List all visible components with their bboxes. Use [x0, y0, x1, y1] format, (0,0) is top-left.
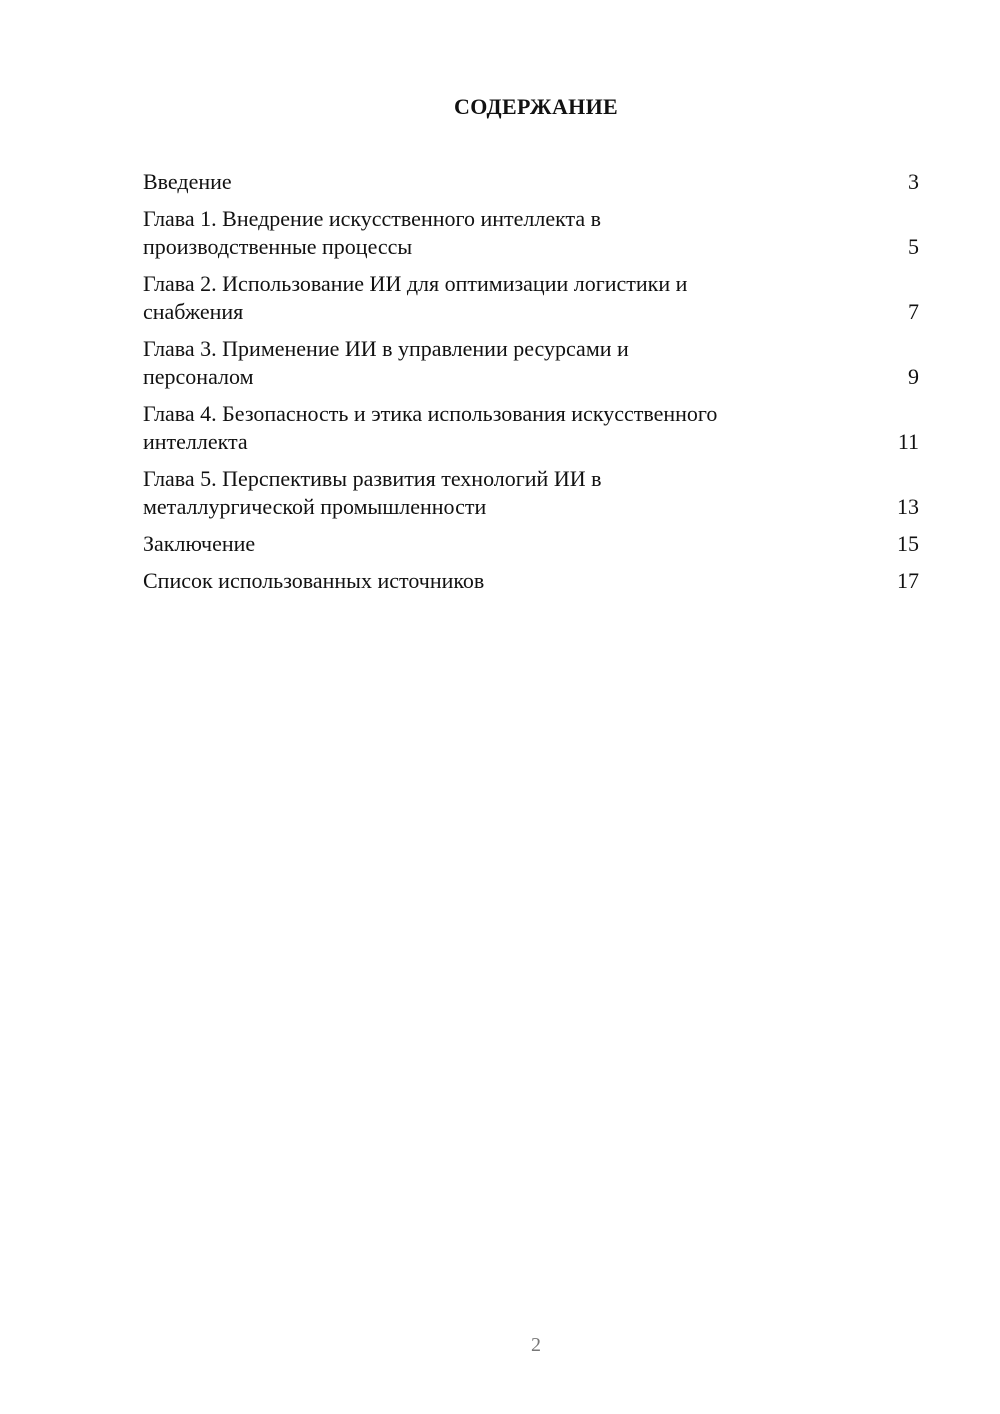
toc-item-title-line: производственные процессы — [143, 234, 413, 259]
toc-item-page: 7 — [908, 299, 919, 324]
toc-item-title — [143, 205, 601, 261]
toc-item-page: 13 — [897, 494, 919, 519]
toc-item-page: 11 — [897, 429, 919, 454]
toc-item-title — [143, 530, 255, 558]
toc-item-introduction — [143, 168, 919, 196]
toc-item-title-line: интеллекта — [143, 429, 248, 454]
toc-item-title-line: Глава 5. Перспективы развития технологий ИИ в — [143, 466, 602, 491]
toc-item-title — [143, 270, 687, 326]
toc-item-title-line: Глава 2. Использование ИИ для оптимизации логистики и — [143, 271, 688, 296]
toc-item-title-line: Глава 1. Внедрение искусственного интеллекта в — [143, 206, 602, 231]
toc-item-conclusion — [143, 530, 919, 558]
toc-item-title-line: персоналом — [143, 364, 254, 389]
toc-item-chapter-5 — [143, 465, 919, 521]
toc-item-title-line: Глава 3. Применение ИИ в управлении ресурсами и — [143, 336, 629, 361]
toc-item-title-line: металлургической промышленности — [143, 494, 487, 519]
page-title: СОДЕРЖАНИЕ — [454, 94, 618, 119]
table-of-contents — [143, 168, 919, 604]
toc-item-title — [143, 335, 629, 391]
toc-item-page: 17 — [897, 568, 919, 593]
toc-item-title-line: Заключение — [143, 531, 256, 556]
toc-item-title-line: Введение — [143, 169, 232, 194]
toc-item-chapter-2 — [143, 270, 919, 326]
toc-item-page: 9 — [908, 364, 919, 389]
toc-item-chapter-4 — [143, 400, 919, 456]
toc-item-title — [143, 400, 717, 456]
toc-item-references — [143, 567, 919, 595]
toc-item-title-line: Глава 4. Безопасность и этика использования искусственного — [143, 401, 718, 426]
toc-item-title-line: Список использованных источников — [143, 568, 485, 593]
toc-item-page: 15 — [897, 531, 919, 556]
toc-item-title-line: снабжения — [143, 299, 244, 324]
toc-item-page: 5 — [908, 234, 919, 259]
toc-item-title — [143, 168, 232, 196]
toc-item-title — [143, 465, 602, 521]
page-number: 2 — [531, 1334, 541, 1356]
toc-item-page: 3 — [908, 169, 919, 194]
toc-item-chapter-3 — [143, 335, 919, 391]
toc-item-chapter-1 — [143, 205, 919, 261]
toc-item-title — [143, 567, 484, 595]
